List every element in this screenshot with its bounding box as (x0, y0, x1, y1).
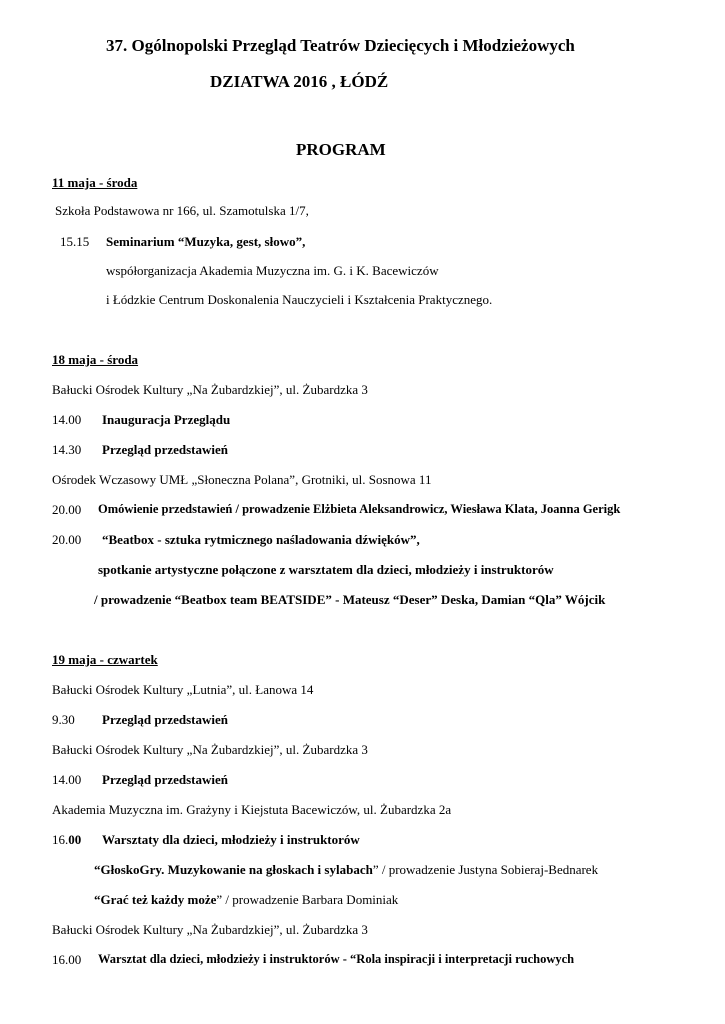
event-title: Warsztat dla dzieci, młodzieży i instruktorów - “Rola inspiracji i interpretacji ruchowych (98, 952, 575, 966)
event-title: “Beatbox - sztuka rytmicznego naśladowania dźwięków”, (102, 532, 420, 547)
venue: Bałucki Ośrodek Kultury „Na Żubardzkiej”, ul. Żubardzka 3 (52, 382, 368, 397)
day-heading: 11 maja - środa (52, 175, 138, 190)
event-time: 9.30 (52, 712, 75, 727)
program-heading: PROGRAM (296, 140, 386, 159)
document-title: 37. Ogólnopolski Przegląd Teatrów Dziecięcych i Młodzieżowych (106, 36, 575, 55)
event-title: Przegląd przedstawień (102, 712, 229, 727)
workshop-host: ” / prowadzenie Barbara Dominiak (216, 892, 399, 907)
event-time: 20.00 (52, 532, 82, 547)
event-time (52, 832, 81, 848)
workshop-title: “Grać też każdy może (94, 892, 217, 907)
event-detail: / prowadzenie “Beatbox team BEATSIDE” - Mateusz “Deser” Deska, Damian “Qla” Wójcik (94, 592, 606, 607)
venue: Szkoła Podstawowa nr 166, ul. Szamotulska 1/7, (55, 203, 309, 218)
event-time: 15.15 (60, 234, 90, 249)
workshop-title: “GłoskoGry. Muzykowanie na głoskach i sylabach (94, 862, 373, 877)
venue: Ośrodek Wczasowy UMŁ „Słoneczna Polana”, Grotniki, ul. Sosnowa 11 (52, 472, 432, 487)
venue: Bałucki Ośrodek Kultury „Na Żubardzkiej”, ul. Żubardzka 3 (52, 742, 368, 757)
event-time: 16.00 (52, 952, 82, 967)
workshop-host: ” / prowadzenie Justyna Sobieraj-Bednarek (372, 862, 599, 877)
event-detail: i Łódzkie Centrum Doskonalenia Nauczycieli i Kształcenia Praktycznego. (106, 292, 493, 307)
event-time: 14.00 (52, 772, 82, 787)
day-heading: 18 maja - środa (52, 352, 139, 367)
document-subtitle: DZIATWA 2016 , ŁÓDŹ (210, 72, 389, 91)
venue: Akademia Muzyczna im. Grażyny i Kiejstuta Bacewiczów, ul. Żubardzka 2a (52, 802, 452, 817)
workshop-item (94, 892, 398, 908)
event-detail: współorganizacja Akademia Muzyczna im. G. i K. Bacewiczów (106, 263, 439, 278)
event-title: Inauguracja Przeglądu (102, 412, 231, 427)
event-time: 14.30 (52, 442, 82, 457)
day-heading: 19 maja - czwartek (52, 652, 158, 667)
event-title: Seminarium “Muzyka, gest, słowo”, (106, 234, 306, 249)
venue: Bałucki Ośrodek Kultury „Lutnia”, ul. Łanowa 14 (52, 682, 314, 697)
event-time: 14.00 (52, 412, 82, 427)
event-title: Przegląd przedstawień (102, 772, 229, 787)
event-title: Warsztaty dla dzieci, młodzieży i instruktorów (102, 832, 360, 847)
event-title: Omówienie przedstawień / prowadzenie Elżbieta Aleksandrowicz, Wiesława Klata, Joanna Gerigk (98, 502, 621, 516)
venue: Bałucki Ośrodek Kultury „Na Żubardzkiej”, ul. Żubardzka 3 (52, 922, 368, 937)
time-part: 00 (68, 832, 82, 847)
event-title: Przegląd przedstawień (102, 442, 229, 457)
workshop-item (94, 862, 598, 878)
time-part: 16. (52, 832, 69, 847)
event-time: 20.00 (52, 502, 82, 517)
event-detail: spotkanie artystyczne połączone z warsztatem dla dzieci, młodzieży i instruktorów (98, 562, 554, 577)
